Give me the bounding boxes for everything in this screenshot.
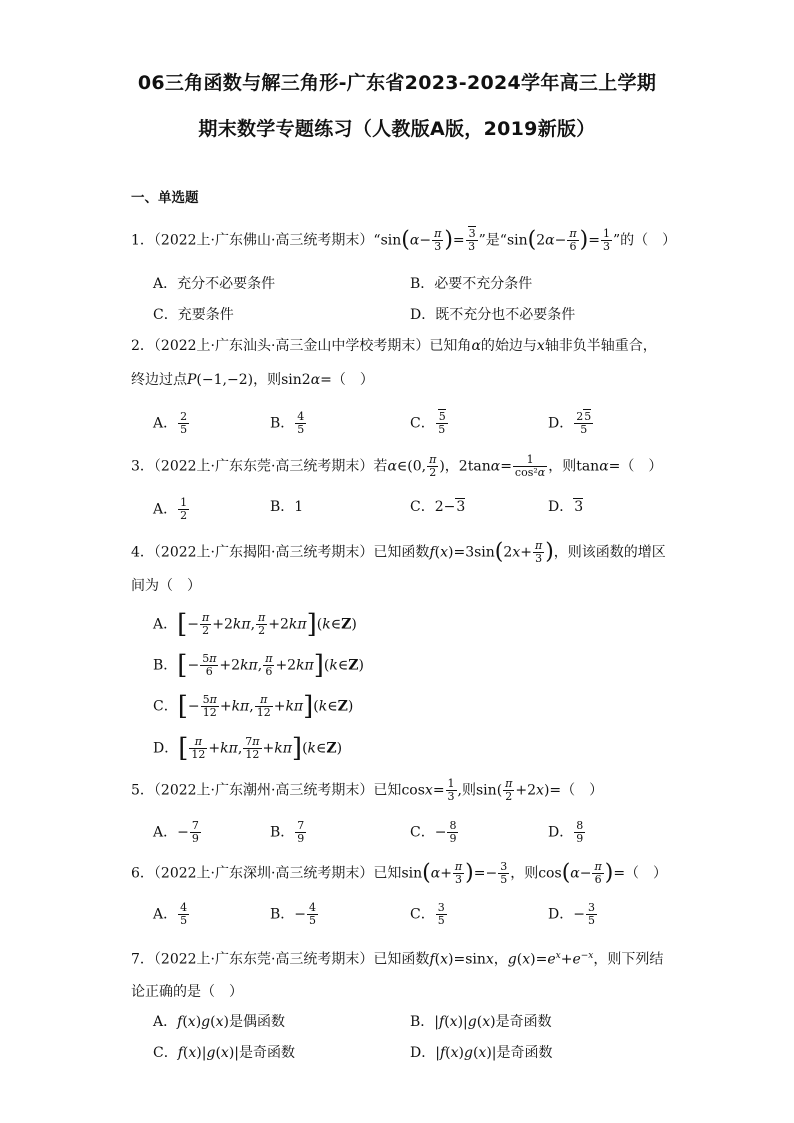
q1-option-a[interactable]: A．充分不必要条件 — [153, 276, 276, 292]
q3-option-a[interactable]: A． $\frac{1}{2}$ — [153, 496, 188, 522]
q2-option-a[interactable]: A． $\frac{2}{5}$ — [153, 410, 188, 436]
question-2-line-2: 终边过点P(−1,−2)，则sin2α=（ ） — [131, 372, 374, 388]
q2-option-d[interactable]: D． $\frac{25}{5}$ — [548, 410, 592, 436]
q2-option-b[interactable]: B． $\frac{4}{5}$ — [270, 410, 305, 436]
question-4-line-1: 4．（2022上·广东揭阳·高三统考期末）已知函数f(x)=3sin(2x+ $\frac{\pi}{3}$ )，则该函数的增区 — [131, 539, 666, 565]
q7-option-d[interactable]: D．|f(x)g(x)|是奇函数 — [410, 1045, 553, 1061]
title-line-1: 06三角函数与解三角形-广东省2023-2024学年高三上学期 — [137, 72, 657, 94]
q2-option-c[interactable]: C． $\frac{5}{5}$ — [410, 410, 446, 436]
question-2-line-1: 2．（2022上·广东汕头·高三金山中学校考期末）已知角α的始边与x轴非负半轴重合， — [131, 338, 657, 354]
q7-option-c[interactable]: C．f(x)|g(x)|是奇函数 — [153, 1045, 295, 1061]
q6-option-b[interactable]: B．− $\frac{4}{5}$ — [270, 901, 317, 927]
section-heading: 一、单选题 — [131, 190, 199, 206]
q3-option-d[interactable]: D．3 — [548, 499, 584, 515]
question-7-line-1: 7．（2022上·广东东莞·高三统考期末）已知函数f(x)=sinx，$g(x)=e^x+e^{-x}$，则下列结 — [131, 951, 664, 968]
title-line-2: 期末数学专题练习（人教版A版，2019新版） — [198, 118, 596, 140]
question-4-line-2: 间为（ ） — [131, 578, 201, 594]
q7-option-b[interactable]: B．|f(x)|g(x)是奇函数 — [410, 1014, 552, 1030]
q1-option-c[interactable]: C．充要条件 — [153, 307, 234, 323]
q5-option-b[interactable]: B． $\frac{7}{9}$ — [270, 819, 305, 845]
q7-option-a[interactable]: A．f(x)g(x)是偶函数 — [153, 1014, 285, 1030]
question-3: 3．（2022上·广东东莞·高三统考期末）若α∈(0, $\frac{\pi}{2}$ )，2tanα= $\frac{1}{\text{cos²α}}$ ，则tanα=（ ） — [131, 453, 663, 479]
q4-option-d[interactable]: D．[ $\frac{\pi}{12}$ +kπ, $\frac{7\pi}{12}$ +kπ](k∈Z) — [153, 733, 343, 764]
q6-option-c[interactable]: C． $\frac{3}{5}$ — [410, 901, 445, 927]
question-6: 6．（2022上·广东深圳·高三统考期末）已知sin(α+ $\frac{\pi}{3}$ )=− $\frac{3}{5}$ ，则cos(α− $\frac{\pi}{6}$ )=（ ） — [131, 860, 668, 886]
q4-option-c[interactable]: C．[− $\frac{5\pi}{12}$ +kπ, $\frac{\pi}{12}$ +kπ](k∈Z) — [153, 691, 354, 722]
q4-option-b[interactable]: B．[− $\frac{5\pi}{6}$ +2kπ, $\frac{\pi}{6}$ +2kπ](k∈Z) — [153, 650, 364, 681]
q5-option-a[interactable]: A．− $\frac{7}{9}$ — [153, 819, 199, 845]
q5-option-d[interactable]: D． $\frac{8}{9}$ — [548, 819, 584, 845]
q6-option-d[interactable]: D．− $\frac{3}{5}$ — [548, 901, 595, 927]
q1-option-d[interactable]: D．既不充分也不必要条件 — [410, 307, 576, 323]
q4-option-a[interactable]: A．[− $\frac{\pi}{2}$ +2kπ, $\frac{\pi}{2}$ +2kπ](k∈Z) — [153, 609, 357, 640]
q3-option-c[interactable]: C．2−3 — [410, 499, 466, 515]
q1-option-b[interactable]: B．必要不充分条件 — [410, 276, 533, 292]
question-7-line-2: 论正确的是（ ） — [131, 984, 243, 1000]
q5-option-c[interactable]: C．− $\frac{8}{9}$ — [410, 819, 457, 845]
question-5: 5．（2022上·广东潮州·高三统考期末）已知cosx= $\frac{1}{3}$ ,则sin( $\frac{\pi}{2}$ +2x)=（ ） — [131, 777, 604, 803]
q3-option-b[interactable]: B．1 — [270, 499, 304, 515]
q6-option-a[interactable]: A． $\frac{4}{5}$ — [153, 901, 188, 927]
question-1: 1．（2022上·广东佛山·高三统考期末）“sin(α− $\frac{\pi}{3}$ )= $\frac{3}{3}$ ”是“sin(2α− $\frac{\pi}{6}$ )= $\frac{1}{3}$ ”的（ ） — [131, 227, 677, 253]
